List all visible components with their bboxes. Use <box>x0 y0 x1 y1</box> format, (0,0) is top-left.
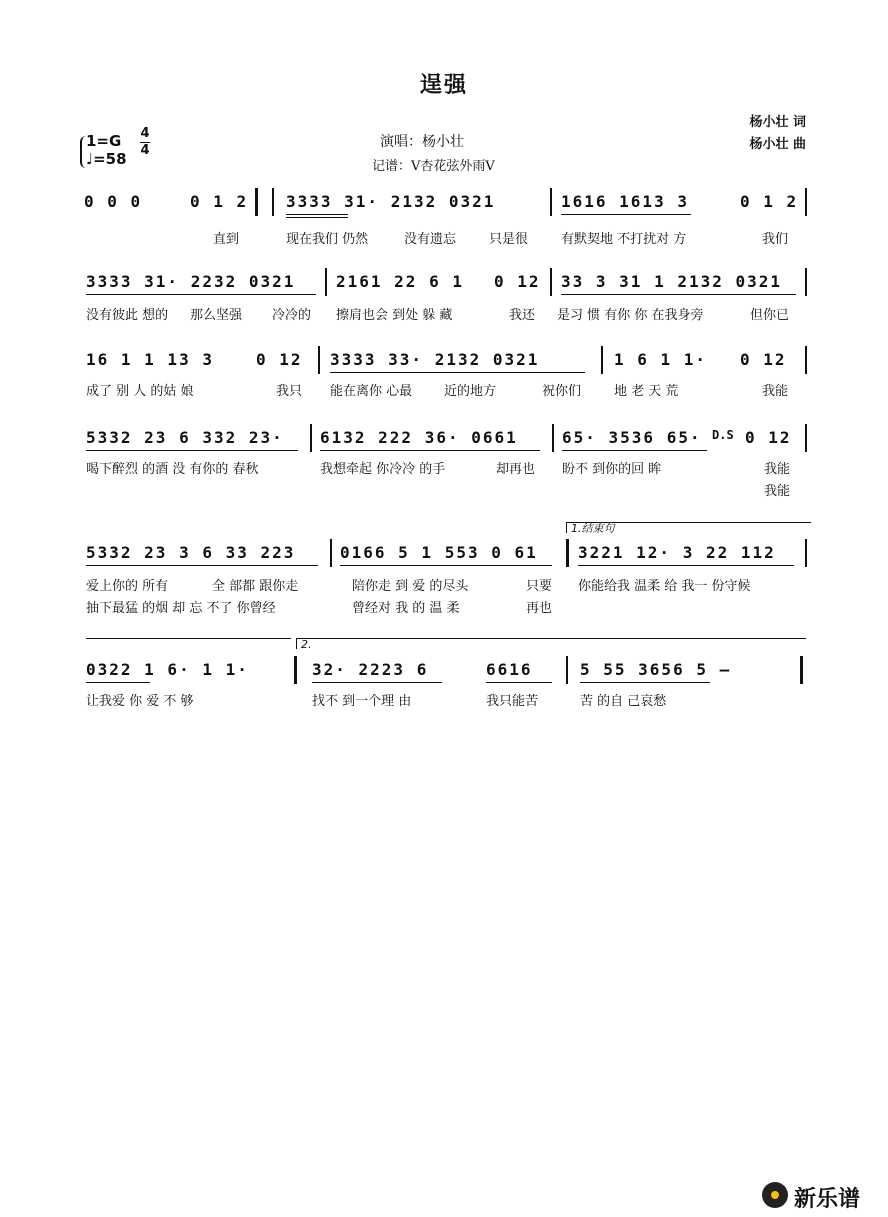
lyric: 是习 惯 有你 你 在我身旁 <box>557 308 704 323</box>
lyric: 我能 <box>764 462 791 477</box>
notes-group: 6132 222 36· 0661 <box>320 428 518 447</box>
notes-group: 5 55 3656 5 – <box>580 660 732 679</box>
lyric: 喝下醉烈 的酒 没 有你的 春秋 <box>86 462 259 477</box>
lyric: 成了 别 人 的姑 娘 <box>86 384 194 399</box>
time-signature-denominator: 4 <box>140 143 150 158</box>
site-logo[interactable] <box>762 1180 882 1210</box>
notes-group: 1 6 1 1· <box>614 350 708 369</box>
lyric: 全 部都 跟你走 <box>212 579 299 594</box>
notes-group: 6616 <box>486 660 533 679</box>
notes-group: 3333 31· 2232 0321 <box>86 272 296 291</box>
lyric: 却再也 <box>496 462 536 477</box>
volta-1-continuation <box>86 638 291 639</box>
composer-credit: 杨小壮 曲 <box>749 137 806 152</box>
tempo-marking: ♩=58 <box>86 150 127 168</box>
lyric: 能在离你 心最 <box>330 384 413 399</box>
transcriber-credit: 记谱：V杏花弦外雨V <box>372 159 495 174</box>
lyric: 没有彼此 想的 <box>86 308 169 323</box>
notes-group: 5332 23 3 6 33 223 <box>86 543 296 562</box>
notes-group: 0166 5 1 553 0 61 <box>340 543 538 562</box>
lyric: 爱上你的 所有 <box>86 579 169 594</box>
notes-group: 0 12 <box>256 350 303 369</box>
notes-group: 0 12 <box>740 350 787 369</box>
notes-group: 0 1 2 <box>740 192 799 211</box>
key-tempo-block <box>86 132 127 168</box>
notes-group: 0 1 2 <box>190 192 249 211</box>
notes-group: 5332 23 6 332 23· <box>86 428 284 447</box>
lyric: 你能给我 温柔 给 我一 份守候 <box>578 579 751 594</box>
lyric: 没有遗忘 <box>404 232 457 247</box>
lyric: 让我爱 你 爱 不 够 <box>86 694 194 709</box>
lyric: 我能 <box>764 484 791 499</box>
lyric: 我们 <box>762 232 789 247</box>
lyric: 擦肩也会 到处 躲 藏 <box>336 308 453 323</box>
time-signature-numerator: 4 <box>140 126 150 141</box>
lyric: 我想牵起 你冷冷 的手 <box>320 462 446 477</box>
logo-text: 新乐谱 <box>794 1187 861 1212</box>
lyric: 有默契地 不打扰对 方 <box>561 232 687 247</box>
key-signature: 1=G <box>86 132 122 150</box>
lyric: 我只能苦 <box>486 694 539 709</box>
dal-segno-marking: D.S <box>712 428 734 442</box>
time-signature <box>140 127 150 158</box>
notes-group: 33 3 31 1 2132 0321 <box>561 272 783 291</box>
notes-group: 0 0 0 <box>84 192 143 211</box>
lyric: 直到 <box>213 232 240 247</box>
notes-group: 16 1 1 13 3 <box>86 350 214 369</box>
notes-group: 65· 3536 65· <box>562 428 702 447</box>
credits <box>749 112 806 156</box>
lyric: 再也 <box>526 601 553 616</box>
lyric: 我还 <box>509 308 536 323</box>
notes-group: 1616 1613 3 <box>561 192 689 211</box>
lyric: 地 老 天 荒 <box>614 384 679 399</box>
volta-1: 1.结束句 <box>566 522 811 533</box>
lyric: 只是很 <box>489 232 529 247</box>
record-disc-icon <box>762 1182 788 1208</box>
lyricist-credit: 杨小壮 词 <box>749 115 806 130</box>
notes-group: 0 12 <box>494 272 541 291</box>
lyric: 苦 的自 己哀愁 <box>580 694 667 709</box>
lyric: 曾经对 我 的 温 柔 <box>352 601 460 616</box>
lyric: 近的地方 <box>444 384 497 399</box>
lyric: 只要 <box>526 579 553 594</box>
lyric: 陪你走 到 爱 的尽头 <box>352 579 469 594</box>
notes-group: 32· 2223 6 <box>312 660 429 679</box>
lyric: 找不 到一个理 由 <box>312 694 412 709</box>
lyric: 但你已 <box>750 308 790 323</box>
lyric: 我能 <box>762 384 789 399</box>
song-title: 逞强 <box>419 73 468 98</box>
notes-group: 0322 1 6· 1 1· <box>86 660 249 679</box>
notes-group: 3333 31· 2132 0321 <box>286 192 496 211</box>
performer-credit: 演唱：杨小壮 <box>380 134 464 150</box>
lyric: 那么坚强 <box>190 308 243 323</box>
lyric: 抽下最猛 的烟 却 忘 不了 你曾经 <box>86 601 276 616</box>
lyric: 祝你们 <box>542 384 582 399</box>
lyric: 冷冷的 <box>272 308 312 323</box>
notes-group: 3333 33· 2132 0321 <box>330 350 540 369</box>
notes-group: 2161 22 6 1 <box>336 272 464 291</box>
notes-group: 3221 12· 3 22 112 <box>578 543 776 562</box>
lyric: 现在我们 仍然 <box>286 232 369 247</box>
lyric: 我只 <box>276 384 303 399</box>
notes-group: 0 12 <box>745 428 792 447</box>
volta-2: 2. <box>296 638 806 649</box>
lyric: 盼不 到你的回 眸 <box>562 462 662 477</box>
